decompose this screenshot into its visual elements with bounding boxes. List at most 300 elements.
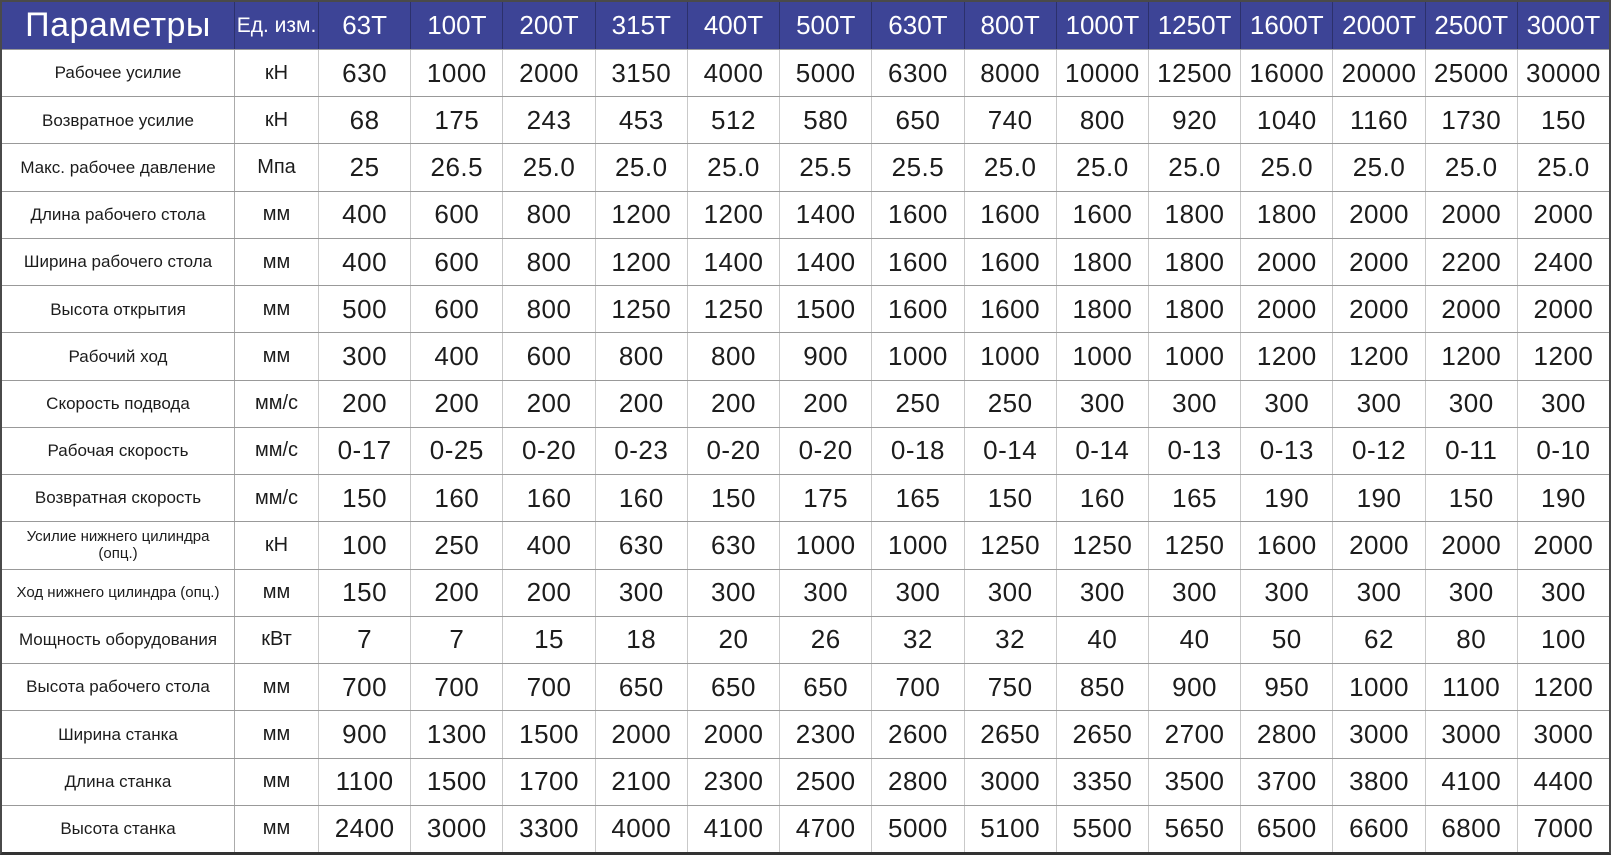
value-cell: 2000 bbox=[1426, 522, 1518, 568]
value-cell: 3000 bbox=[1426, 711, 1518, 757]
column-header-1250Т: 1250Т bbox=[1149, 2, 1241, 49]
param-label: Макс. рабочее давление bbox=[2, 144, 235, 190]
value-cell: 25.0 bbox=[503, 144, 595, 190]
column-header-315Т: 315Т bbox=[596, 2, 688, 49]
table-row bbox=[2, 805, 1609, 852]
value-cell: 2000 bbox=[596, 711, 688, 757]
value-cell: 10000 bbox=[1057, 50, 1149, 96]
value-cell: 1730 bbox=[1426, 97, 1518, 143]
value-cell: 1800 bbox=[1149, 239, 1241, 285]
value-cell: 0-14 bbox=[965, 428, 1057, 474]
value-cell: 3000 bbox=[1333, 711, 1425, 757]
value-cell: 650 bbox=[596, 664, 688, 710]
value-cell: 200 bbox=[503, 381, 595, 427]
param-label: Рабочий ход bbox=[2, 333, 235, 379]
value-cell: 100 bbox=[319, 522, 411, 568]
value-cell: 1200 bbox=[1533, 341, 1594, 372]
unit-cell: мм/с bbox=[235, 381, 319, 427]
unit-cell: мм/с bbox=[235, 475, 319, 521]
value-cell: 1200 bbox=[1426, 333, 1518, 379]
unit-cell: кВт bbox=[235, 617, 319, 663]
table-row bbox=[2, 427, 1609, 474]
value-cell: 900 bbox=[319, 711, 411, 757]
value-cell: 2400 bbox=[1533, 246, 1594, 277]
value-cell: 25.0 bbox=[596, 144, 688, 190]
value-cell: 512 bbox=[688, 97, 780, 143]
value-cell: 3800 bbox=[1333, 759, 1425, 805]
unit-cell: мм bbox=[235, 286, 319, 332]
param-label: Рабочее усилие bbox=[2, 50, 235, 96]
value-cell: 1500 bbox=[503, 711, 595, 757]
table-row bbox=[2, 380, 1609, 427]
value-cell: 165 bbox=[872, 475, 964, 521]
value-cell: 0-13 bbox=[1149, 428, 1241, 474]
value-cell: 1200 bbox=[688, 192, 780, 238]
value-cell: 630 bbox=[319, 50, 411, 96]
value-cell: 1000 bbox=[780, 522, 872, 568]
value-cell: 1000 bbox=[872, 333, 964, 379]
value-cell: 2000 bbox=[503, 50, 595, 96]
column-header-200Т: 200Т bbox=[503, 2, 595, 49]
value-cell: 190 bbox=[1241, 475, 1333, 521]
value-cell: 800 bbox=[503, 239, 595, 285]
value-cell: 25.0 bbox=[1426, 144, 1518, 190]
value-cell: 300 bbox=[1149, 381, 1241, 427]
value-cell: 2000 bbox=[1533, 529, 1594, 560]
value-cell: 650 bbox=[872, 97, 964, 143]
value-cell: 243 bbox=[503, 97, 595, 143]
value-cell: 150 bbox=[1426, 475, 1518, 521]
value-cell: 2650 bbox=[1057, 711, 1149, 757]
value-cell: 25.0 bbox=[1057, 144, 1149, 190]
param-label: Скорость подвода bbox=[2, 381, 235, 427]
value-cell: 2300 bbox=[688, 759, 780, 805]
value-cell: 5100 bbox=[965, 806, 1057, 852]
value-cell: 5500 bbox=[1057, 806, 1149, 852]
value-cell: 175 bbox=[411, 97, 503, 143]
value-cell: 1700 bbox=[503, 759, 595, 805]
table-row bbox=[2, 96, 1609, 143]
value-cell: 300 bbox=[1426, 570, 1518, 616]
value-cell: 300 bbox=[319, 333, 411, 379]
column-header-2000Т: 2000Т bbox=[1333, 2, 1425, 49]
value-cell: 800 bbox=[503, 192, 595, 238]
value-cell: 300 bbox=[1333, 381, 1425, 427]
value-cell: 1600 bbox=[872, 239, 964, 285]
value-cell: 1100 bbox=[1426, 664, 1518, 710]
value-cell: 150 bbox=[965, 475, 1057, 521]
value-cell: 1160 bbox=[1333, 97, 1425, 143]
value-cell: 920 bbox=[1149, 97, 1241, 143]
table-row bbox=[2, 758, 1609, 805]
value-cell: 300 bbox=[1241, 570, 1333, 616]
value-cell: 650 bbox=[780, 664, 872, 710]
value-cell: 0-25 bbox=[411, 428, 503, 474]
param-label: Рабочая скорость bbox=[2, 428, 235, 474]
value-cell: 453 bbox=[596, 97, 688, 143]
value-cell: 0-11 bbox=[1426, 428, 1518, 474]
value-cell: 2000 bbox=[1426, 286, 1518, 332]
column-header-500Т: 500Т bbox=[780, 2, 872, 49]
value-cell: 3000 bbox=[1533, 718, 1594, 749]
value-cell: 1600 bbox=[872, 192, 964, 238]
value-cell: 400 bbox=[503, 522, 595, 568]
value-cell: 600 bbox=[411, 192, 503, 238]
value-cell: 2650 bbox=[965, 711, 1057, 757]
param-label: Длина станка bbox=[2, 759, 235, 805]
param-label: Мощность оборудования bbox=[2, 617, 235, 663]
value-cell: 3000 bbox=[965, 759, 1057, 805]
value-cell: 80 bbox=[1426, 617, 1518, 663]
value-cell: 20 bbox=[688, 617, 780, 663]
value-cell: 1200 bbox=[1533, 671, 1594, 702]
value-cell: 15 bbox=[503, 617, 595, 663]
value-cell: 8000 bbox=[965, 50, 1057, 96]
value-cell: 2000 bbox=[1333, 239, 1425, 285]
value-cell: 800 bbox=[688, 333, 780, 379]
value-cell: 160 bbox=[1057, 475, 1149, 521]
value-cell: 1000 bbox=[1057, 333, 1149, 379]
value-cell: 400 bbox=[319, 192, 411, 238]
value-cell: 250 bbox=[965, 381, 1057, 427]
value-cell: 1250 bbox=[1149, 522, 1241, 568]
value-cell: 700 bbox=[319, 664, 411, 710]
table-row bbox=[2, 49, 1609, 96]
column-header-400Т: 400Т bbox=[688, 2, 780, 49]
table-row bbox=[2, 569, 1609, 616]
value-cell: 200 bbox=[503, 570, 595, 616]
value-cell: 32 bbox=[965, 617, 1057, 663]
value-cell: 5000 bbox=[872, 806, 964, 852]
param-label: Усилие нижнего цилиндра (опц.) bbox=[2, 522, 235, 568]
value-cell: 750 bbox=[965, 664, 1057, 710]
value-cell: 200 bbox=[780, 381, 872, 427]
value-cell: 700 bbox=[411, 664, 503, 710]
unit-cell: мм bbox=[235, 333, 319, 379]
param-label: Длина рабочего стола bbox=[2, 192, 235, 238]
value-cell: 2000 bbox=[1333, 522, 1425, 568]
table-row bbox=[2, 285, 1609, 332]
value-cell: 25.0 bbox=[688, 144, 780, 190]
value-cell: 2000 bbox=[1426, 192, 1518, 238]
param-label: Возвратная скорость bbox=[2, 475, 235, 521]
value-cell: 160 bbox=[503, 475, 595, 521]
value-cell: 1600 bbox=[965, 239, 1057, 285]
value-cell: 850 bbox=[1057, 664, 1149, 710]
value-cell: 1400 bbox=[688, 239, 780, 285]
value-cell: 630 bbox=[596, 522, 688, 568]
value-cell: 4000 bbox=[596, 806, 688, 852]
param-label: Высота рабочего стола bbox=[2, 664, 235, 710]
value-cell: 2800 bbox=[872, 759, 964, 805]
value-cell: 40 bbox=[1057, 617, 1149, 663]
value-cell: 150 bbox=[319, 570, 411, 616]
unit-cell: мм bbox=[235, 570, 319, 616]
value-cell: 26 bbox=[780, 617, 872, 663]
value-cell: 2000 bbox=[1333, 192, 1425, 238]
value-cell: 62 bbox=[1333, 617, 1425, 663]
value-cell: 20000 bbox=[1333, 50, 1425, 96]
value-cell: 1400 bbox=[780, 239, 872, 285]
value-cell: 2200 bbox=[1426, 239, 1518, 285]
value-cell: 300 bbox=[1149, 570, 1241, 616]
table-row bbox=[2, 521, 1609, 568]
value-cell: 1800 bbox=[1149, 192, 1241, 238]
value-cell: 200 bbox=[688, 381, 780, 427]
value-cell: 0-20 bbox=[688, 428, 780, 474]
value-cell: 200 bbox=[319, 381, 411, 427]
value-cell: 2700 bbox=[1149, 711, 1241, 757]
value-cell: 1100 bbox=[319, 759, 411, 805]
value-cell: 4000 bbox=[688, 50, 780, 96]
value-cell: 18 bbox=[596, 617, 688, 663]
value-cell: 6600 bbox=[1333, 806, 1425, 852]
table-row bbox=[2, 238, 1609, 285]
value-cell: 3150 bbox=[596, 50, 688, 96]
value-cell: 1800 bbox=[1241, 192, 1333, 238]
value-cell: 3000 bbox=[411, 806, 503, 852]
value-cell: 1500 bbox=[411, 759, 503, 805]
value-cell: 1600 bbox=[965, 192, 1057, 238]
value-cell: 700 bbox=[872, 664, 964, 710]
unit-cell: мм bbox=[235, 239, 319, 285]
table-row bbox=[2, 474, 1609, 521]
value-cell: 68 bbox=[319, 97, 411, 143]
value-cell: 2800 bbox=[1241, 711, 1333, 757]
value-cell: 3350 bbox=[1057, 759, 1149, 805]
value-cell: 2000 bbox=[1533, 199, 1594, 230]
value-cell: 300 bbox=[1426, 381, 1518, 427]
value-cell: 800 bbox=[1057, 97, 1149, 143]
value-cell: 800 bbox=[596, 333, 688, 379]
param-label: Высота открытия bbox=[2, 286, 235, 332]
value-cell: 6800 bbox=[1426, 806, 1518, 852]
table-row bbox=[2, 332, 1609, 379]
value-cell: 650 bbox=[688, 664, 780, 710]
value-cell: 600 bbox=[503, 333, 595, 379]
value-cell: 175 bbox=[780, 475, 872, 521]
value-cell: 1200 bbox=[1333, 333, 1425, 379]
value-cell: 2000 bbox=[1241, 286, 1333, 332]
param-label: Возвратное усилие bbox=[2, 97, 235, 143]
value-cell: 400 bbox=[411, 333, 503, 379]
value-cell: 5650 bbox=[1149, 806, 1241, 852]
value-cell: 1000 bbox=[411, 50, 503, 96]
value-cell: 1000 bbox=[1333, 664, 1425, 710]
param-label: Ширина станка bbox=[2, 711, 235, 757]
value-cell: 200 bbox=[411, 381, 503, 427]
value-cell: 0-17 bbox=[319, 428, 411, 474]
param-label: Высота станка bbox=[2, 806, 235, 852]
value-cell: 50 bbox=[1241, 617, 1333, 663]
value-cell: 1000 bbox=[965, 333, 1057, 379]
value-cell: 300 bbox=[1541, 388, 1586, 419]
value-cell: 300 bbox=[1057, 381, 1149, 427]
value-cell: 1200 bbox=[596, 192, 688, 238]
value-cell: 300 bbox=[780, 570, 872, 616]
unit-cell: кН bbox=[235, 50, 319, 96]
value-cell: 2000 bbox=[1333, 286, 1425, 332]
value-cell: 740 bbox=[965, 97, 1057, 143]
value-cell: 1250 bbox=[1057, 522, 1149, 568]
column-header-100Т: 100Т bbox=[411, 2, 503, 49]
value-cell: 1250 bbox=[688, 286, 780, 332]
value-cell: 26.5 bbox=[411, 144, 503, 190]
value-cell: 400 bbox=[319, 239, 411, 285]
value-cell: 0-20 bbox=[780, 428, 872, 474]
value-cell: 300 bbox=[872, 570, 964, 616]
value-cell: 2300 bbox=[780, 711, 872, 757]
value-cell: 950 bbox=[1241, 664, 1333, 710]
unit-cell: мм bbox=[235, 806, 319, 852]
value-cell: 25000 bbox=[1426, 50, 1518, 96]
column-header-630Т: 630Т bbox=[872, 2, 964, 49]
value-cell: 160 bbox=[596, 475, 688, 521]
value-cell: 300 bbox=[596, 570, 688, 616]
column-header-2500Т: 2500Т bbox=[1426, 2, 1518, 49]
unit-cell: кН bbox=[235, 97, 319, 143]
value-cell: 580 bbox=[780, 97, 872, 143]
value-cell: 25.5 bbox=[872, 144, 964, 190]
unit-cell: мм bbox=[235, 711, 319, 757]
value-cell: 300 bbox=[1057, 570, 1149, 616]
value-cell: 1800 bbox=[1149, 286, 1241, 332]
unit-cell: мм bbox=[235, 664, 319, 710]
value-cell: 4100 bbox=[1426, 759, 1518, 805]
value-cell: 6300 bbox=[872, 50, 964, 96]
value-cell: 1600 bbox=[965, 286, 1057, 332]
value-cell: 1200 bbox=[1241, 333, 1333, 379]
unit-cell: мм/с bbox=[235, 428, 319, 474]
value-cell: 200 bbox=[596, 381, 688, 427]
value-cell: 1200 bbox=[596, 239, 688, 285]
value-cell: 1000 bbox=[872, 522, 964, 568]
value-cell: 150 bbox=[1541, 104, 1586, 135]
unit-cell: кН bbox=[235, 522, 319, 568]
value-cell: 250 bbox=[411, 522, 503, 568]
value-cell: 1800 bbox=[1057, 239, 1149, 285]
value-cell: 300 bbox=[688, 570, 780, 616]
column-header-3000Т: 3000Т bbox=[1526, 10, 1601, 40]
param-label: Ширина рабочего стола bbox=[2, 239, 235, 285]
value-cell: 800 bbox=[503, 286, 595, 332]
value-cell: 300 bbox=[1241, 381, 1333, 427]
value-cell: 0-23 bbox=[596, 428, 688, 474]
value-cell: 2000 bbox=[1241, 239, 1333, 285]
column-header-1000Т: 1000Т bbox=[1057, 2, 1149, 49]
value-cell: 0-20 bbox=[503, 428, 595, 474]
table-header-row bbox=[2, 2, 1609, 49]
value-cell: 25.0 bbox=[1149, 144, 1241, 190]
value-cell: 700 bbox=[503, 664, 595, 710]
value-cell: 300 bbox=[1541, 577, 1586, 608]
value-cell: 165 bbox=[1149, 475, 1241, 521]
value-cell: 1040 bbox=[1241, 97, 1333, 143]
table-row bbox=[2, 143, 1609, 190]
value-cell: 4100 bbox=[688, 806, 780, 852]
value-cell: 7 bbox=[319, 617, 411, 663]
value-cell: 25 bbox=[319, 144, 411, 190]
value-cell: 1300 bbox=[411, 711, 503, 757]
value-cell: 2100 bbox=[596, 759, 688, 805]
value-cell: 250 bbox=[872, 381, 964, 427]
table-row bbox=[2, 710, 1609, 757]
value-cell: 2500 bbox=[780, 759, 872, 805]
value-cell: 3700 bbox=[1241, 759, 1333, 805]
value-cell: 900 bbox=[780, 333, 872, 379]
value-cell: 1500 bbox=[780, 286, 872, 332]
value-cell: 30000 bbox=[1526, 57, 1601, 88]
value-cell: 25.5 bbox=[780, 144, 872, 190]
value-cell: 1400 bbox=[780, 192, 872, 238]
value-cell: 0-12 bbox=[1333, 428, 1425, 474]
value-cell: 3300 bbox=[503, 806, 595, 852]
value-cell: 4400 bbox=[1533, 766, 1594, 797]
value-cell: 3500 bbox=[1149, 759, 1241, 805]
value-cell: 2400 bbox=[319, 806, 411, 852]
value-cell: 900 bbox=[1149, 664, 1241, 710]
value-cell: 40 bbox=[1149, 617, 1241, 663]
value-cell: 1600 bbox=[872, 286, 964, 332]
value-cell: 25.0 bbox=[1241, 144, 1333, 190]
value-cell: 2600 bbox=[872, 711, 964, 757]
value-cell: 25.0 bbox=[1537, 152, 1590, 183]
value-cell: 150 bbox=[319, 475, 411, 521]
value-cell: 1600 bbox=[1241, 522, 1333, 568]
value-cell: 1250 bbox=[965, 522, 1057, 568]
value-cell: 6500 bbox=[1241, 806, 1333, 852]
value-cell: 12500 bbox=[1149, 50, 1241, 96]
column-header-800Т: 800Т bbox=[965, 2, 1057, 49]
value-cell: 7000 bbox=[1533, 813, 1594, 844]
unit-cell: мм bbox=[235, 759, 319, 805]
table-row bbox=[2, 191, 1609, 238]
value-cell: 200 bbox=[411, 570, 503, 616]
value-cell: 2000 bbox=[688, 711, 780, 757]
value-cell: 190 bbox=[1333, 475, 1425, 521]
column-header-1600Т: 1600Т bbox=[1241, 2, 1333, 49]
value-cell: 1800 bbox=[1057, 286, 1149, 332]
value-cell: 0-14 bbox=[1057, 428, 1149, 474]
unit-cell: мм bbox=[235, 192, 319, 238]
value-cell: 300 bbox=[965, 570, 1057, 616]
value-cell: 100 bbox=[1541, 624, 1586, 655]
value-cell: 300 bbox=[1333, 570, 1425, 616]
value-cell: 600 bbox=[411, 239, 503, 285]
table-row bbox=[2, 663, 1609, 710]
value-cell: 0-13 bbox=[1241, 428, 1333, 474]
table-body bbox=[2, 49, 1609, 852]
value-cell: 7 bbox=[411, 617, 503, 663]
value-cell: 4700 bbox=[780, 806, 872, 852]
value-cell: 16000 bbox=[1241, 50, 1333, 96]
value-cell: 1600 bbox=[1057, 192, 1149, 238]
value-cell: 190 bbox=[1541, 482, 1586, 513]
value-cell: 25.0 bbox=[965, 144, 1057, 190]
value-cell: 150 bbox=[688, 475, 780, 521]
value-cell: 5000 bbox=[780, 50, 872, 96]
value-cell: 2000 bbox=[1533, 293, 1594, 324]
value-cell: 0-18 bbox=[872, 428, 964, 474]
header-unit: Ед. изм. bbox=[235, 2, 319, 49]
unit-cell: Мпа bbox=[235, 144, 319, 190]
table-row bbox=[2, 616, 1609, 663]
value-cell: 1000 bbox=[1149, 333, 1241, 379]
column-header-63Т: 63Т bbox=[319, 2, 411, 49]
param-label: Ход нижнего цилиндра (опц.) bbox=[2, 570, 235, 616]
value-cell: 25.0 bbox=[1333, 144, 1425, 190]
value-cell: 0-10 bbox=[1536, 435, 1591, 466]
